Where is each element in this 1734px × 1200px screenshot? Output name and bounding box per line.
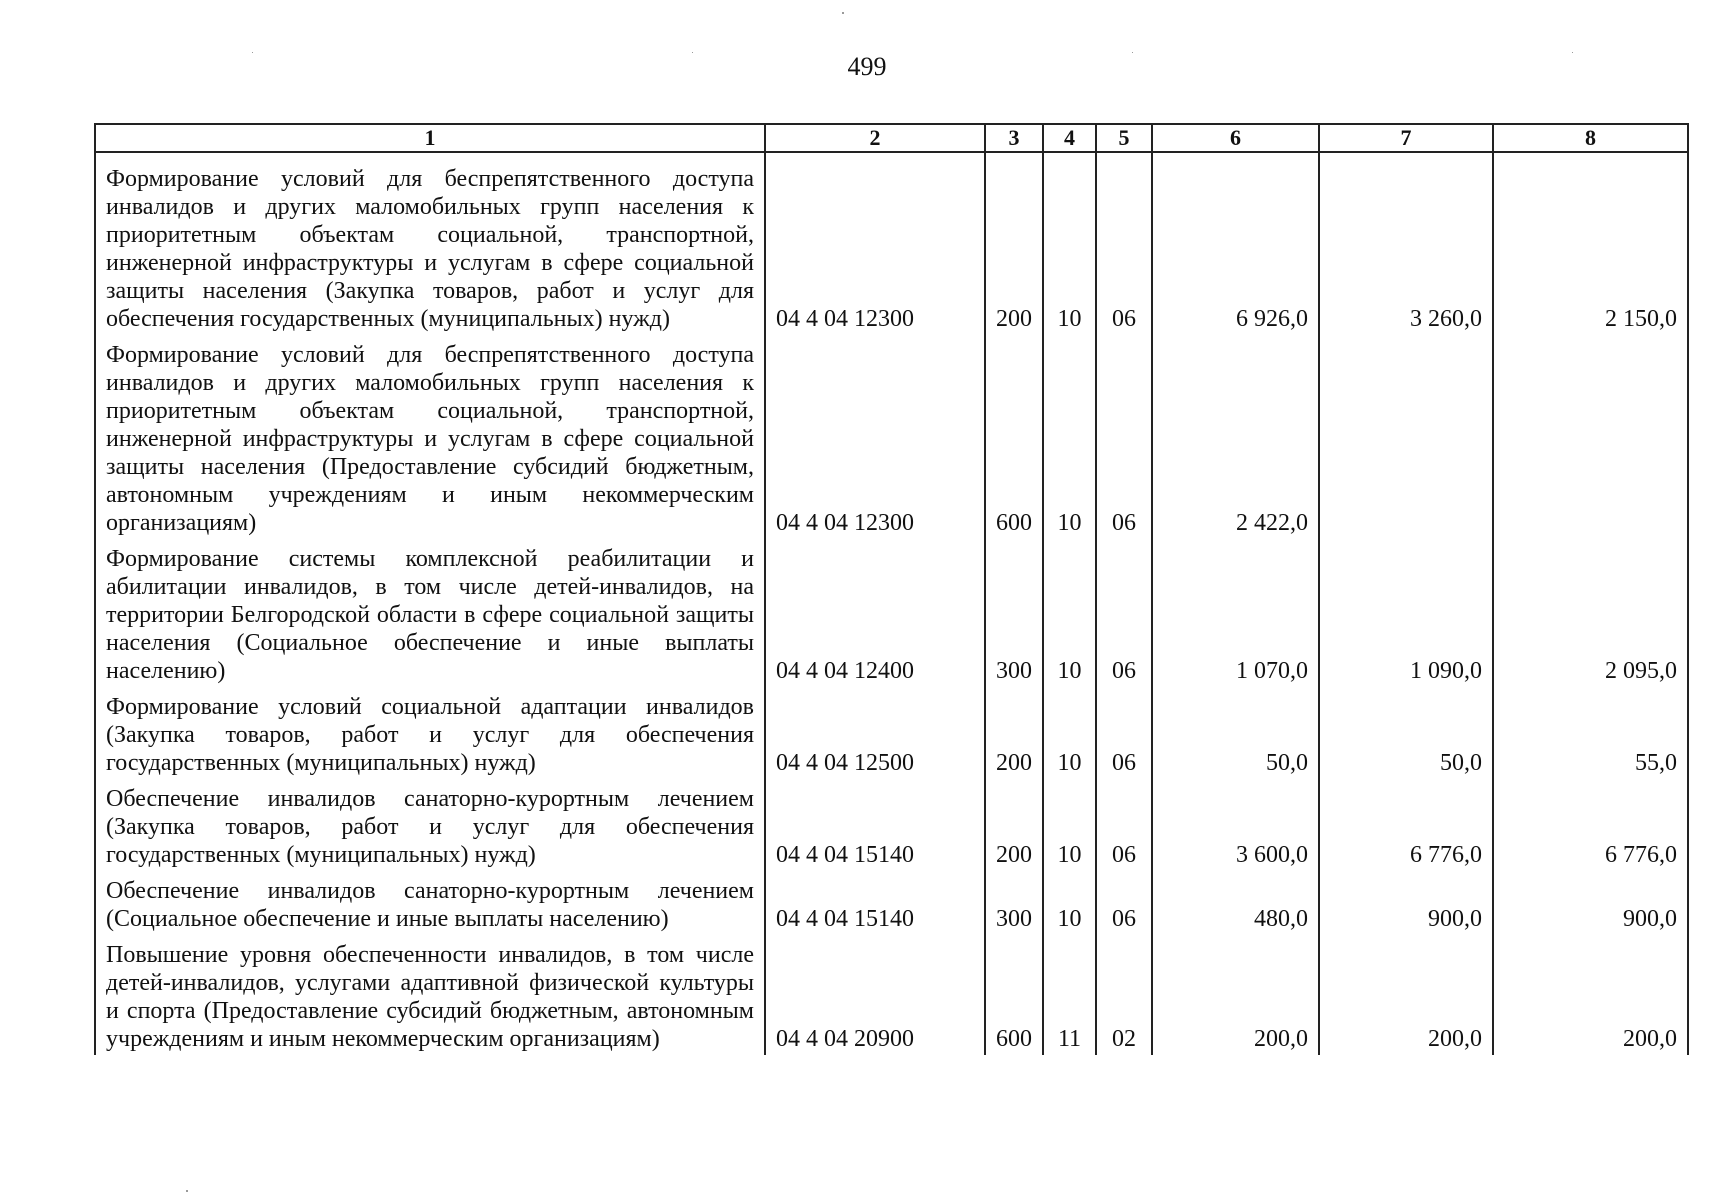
cell-col3: 600 xyxy=(985,337,1043,541)
cell-col5: 06 xyxy=(1096,689,1152,781)
cell-col3: 300 xyxy=(985,873,1043,937)
column-header: 6 xyxy=(1152,124,1319,152)
cell-col4: 10 xyxy=(1043,689,1096,781)
cell-col8: 2 150,0 xyxy=(1493,152,1688,337)
cell-col4: 10 xyxy=(1043,152,1096,337)
table-row xyxy=(95,337,1688,541)
cell-col4: 10 xyxy=(1043,781,1096,873)
column-header: 2 xyxy=(765,124,985,152)
page-number: 499 xyxy=(847,52,887,81)
item-code: 04 4 04 15140 xyxy=(765,781,985,873)
cell-col3: 300 xyxy=(985,541,1043,689)
header-row xyxy=(95,124,1688,152)
cell-col3: 200 xyxy=(985,152,1043,337)
cell-col3: 200 xyxy=(985,781,1043,873)
cell-col5: 06 xyxy=(1096,152,1152,337)
item-name: Обеспечение инвалидов санаторно-курортным лечением (Социальное обеспечение и иные выплаты населению) xyxy=(95,873,765,937)
scan-speck xyxy=(842,12,844,14)
item-name: Формирование системы комплексной реабилитации и абилитации инвалидов, в том числе детей-инвалидов, на территории Белгородской области в сфере социальной защиты населения (Социальное обеспечение и иные выплаты населению) xyxy=(95,541,765,689)
cell-col5: 06 xyxy=(1096,781,1152,873)
table-row xyxy=(95,873,1688,937)
cell-col8: 55,0 xyxy=(1493,689,1688,781)
item-code: 04 4 04 12400 xyxy=(765,541,985,689)
column-header: 8 xyxy=(1493,124,1688,152)
item-name: Формирование условий социальной адаптации инвалидов (Закупка товаров, работ и услуг для обеспечения государственных (муниципальных) нужд) xyxy=(95,689,765,781)
table-row xyxy=(95,152,1688,337)
table-row xyxy=(95,937,1688,1055)
item-code: 04 4 04 20900 xyxy=(765,937,985,1055)
column-header: 4 xyxy=(1043,124,1096,152)
cell-col8: 200,0 xyxy=(1493,937,1688,1055)
cell-col8 xyxy=(1493,337,1688,541)
cell-col4: 11 xyxy=(1043,937,1096,1055)
table-row xyxy=(95,541,1688,689)
item-code: 04 4 04 12300 xyxy=(765,152,985,337)
cell-col3: 600 xyxy=(985,937,1043,1055)
cell-col7: 1 090,0 xyxy=(1319,541,1493,689)
budget-table xyxy=(94,123,1689,1055)
cell-col4: 10 xyxy=(1043,337,1096,541)
cell-col5: 02 xyxy=(1096,937,1152,1055)
column-header: 5 xyxy=(1096,124,1152,152)
table-row xyxy=(95,689,1688,781)
cell-col6: 2 422,0 xyxy=(1152,337,1319,541)
cell-col7: 3 260,0 xyxy=(1319,152,1493,337)
cell-col6: 6 926,0 xyxy=(1152,152,1319,337)
cell-col6: 50,0 xyxy=(1152,689,1319,781)
cell-col4: 10 xyxy=(1043,873,1096,937)
cell-col5: 06 xyxy=(1096,873,1152,937)
cell-col7: 900,0 xyxy=(1319,873,1493,937)
cell-col6: 1 070,0 xyxy=(1152,541,1319,689)
column-header: 7 xyxy=(1319,124,1493,152)
cell-col8: 2 095,0 xyxy=(1493,541,1688,689)
item-name: Формирование условий для беспрепятственного доступа инвалидов и других маломобильных групп населения к приоритетным объектам социальной, транспортной, инженерной инфраструктуры и услугам в сфере социальной защиты населения (Закупка товаров, работ и услуг для обеспечения государственных (муниципальных) нужд) xyxy=(95,152,765,337)
cell-col5: 06 xyxy=(1096,337,1152,541)
table-row xyxy=(95,781,1688,873)
scan-speck xyxy=(186,1190,188,1192)
cell-col3: 200 xyxy=(985,689,1043,781)
cell-col7: 200,0 xyxy=(1319,937,1493,1055)
item-code: 04 4 04 12300 xyxy=(765,337,985,541)
cell-col6: 480,0 xyxy=(1152,873,1319,937)
item-name: Повышение уровня обеспеченности инвалидов, в том числе детей-инвалидов, услугами адаптивной физической культуры и спорта (Предоставление субсидий бюджетным, автономным учреждениям и иным некоммерческим организациям) xyxy=(95,937,765,1055)
column-header: 3 xyxy=(985,124,1043,152)
cell-col6: 200,0 xyxy=(1152,937,1319,1055)
item-code: 04 4 04 15140 xyxy=(765,873,985,937)
column-header: 1 xyxy=(95,124,765,152)
cell-col8: 900,0 xyxy=(1493,873,1688,937)
cell-col4: 10 xyxy=(1043,541,1096,689)
cell-col7: 50,0 xyxy=(1319,689,1493,781)
item-name: Формирование условий для беспрепятственного доступа инвалидов и других маломобильных групп населения к приоритетным объектам социальной, транспортной, инженерной инфраструктуры и услугам в сфере социальной защиты населения (Предоставление субсидий бюджетным, автономным учреждениям и иным некоммерческим организациям) xyxy=(95,337,765,541)
cell-col8: 6 776,0 xyxy=(1493,781,1688,873)
cell-col6: 3 600,0 xyxy=(1152,781,1319,873)
item-code: 04 4 04 12500 xyxy=(765,689,985,781)
cell-col7: 6 776,0 xyxy=(1319,781,1493,873)
cell-col7 xyxy=(1319,337,1493,541)
item-name: Обеспечение инвалидов санаторно-курортным лечением (Закупка товаров, работ и услуг для обеспечения государственных (муниципальных) нужд) xyxy=(95,781,765,873)
cell-col5: 06 xyxy=(1096,541,1152,689)
